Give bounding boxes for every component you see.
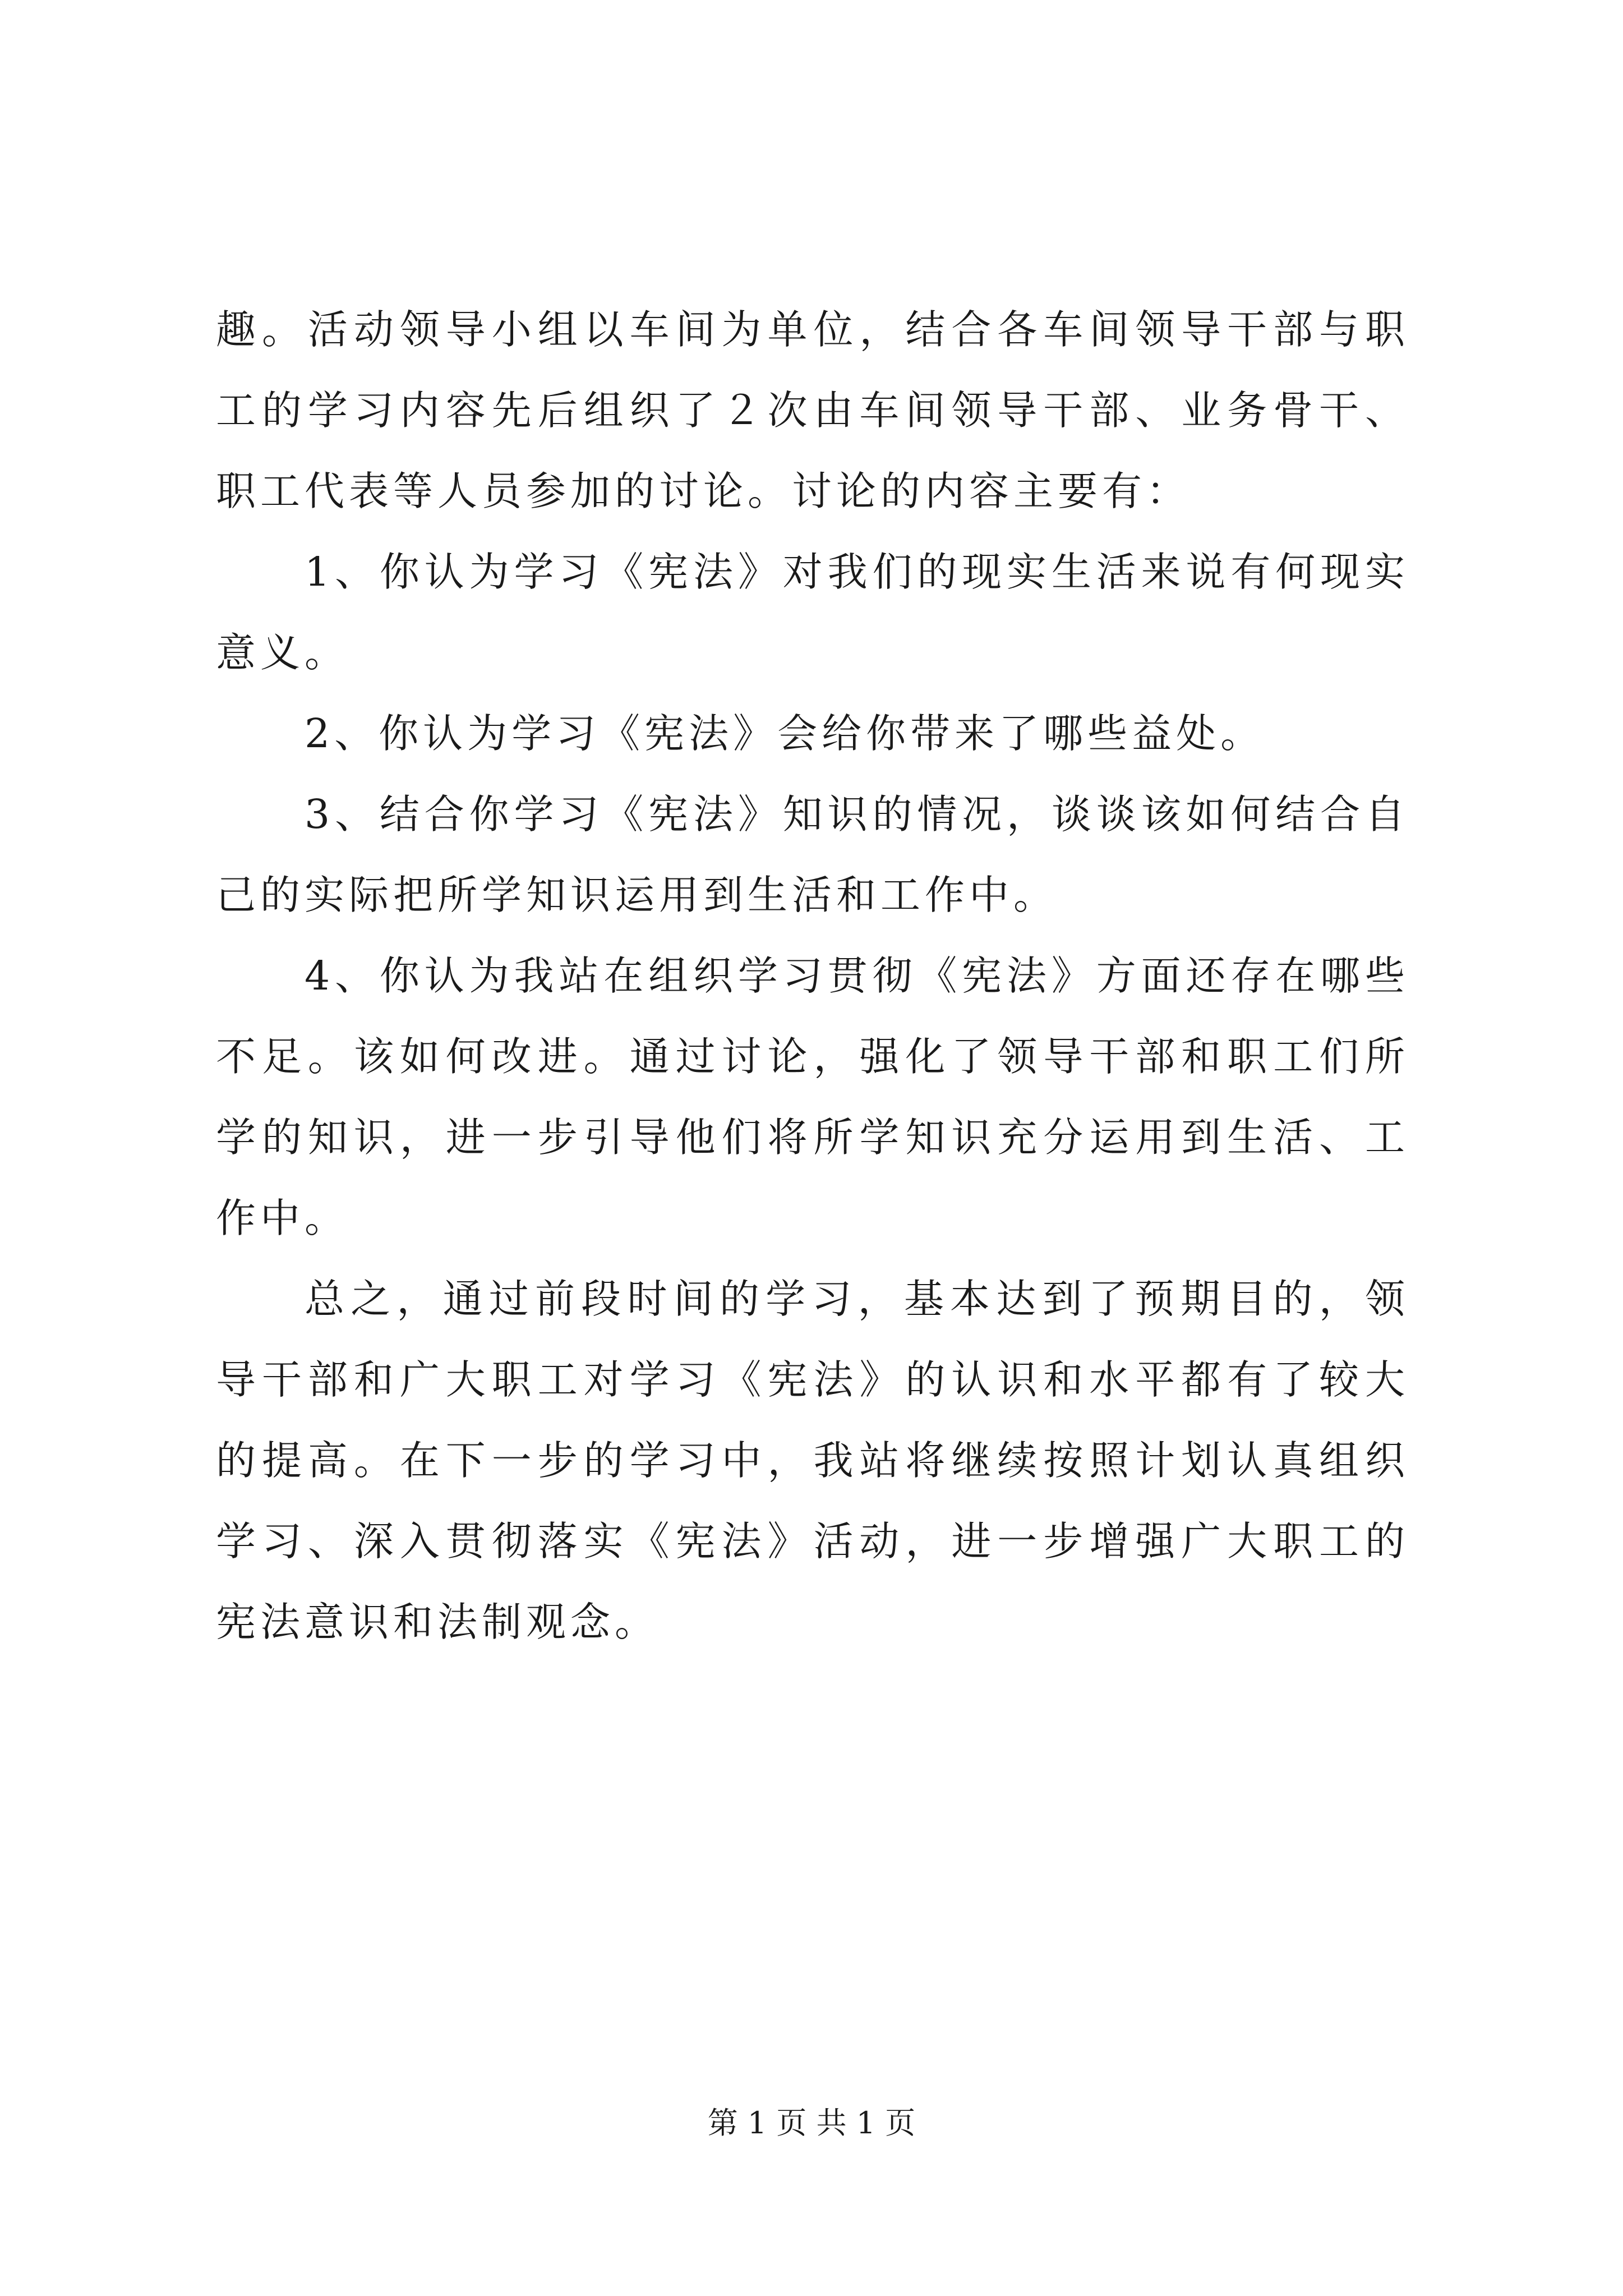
page-number-footer: 第 1 页 共 1 页 [707,2105,916,2141]
paragraph-continuation: 趣。活动领导小组以车间为单位，结合各车间领导干部与职工的学习内容先后组织了２次由车间领导干部、业务骨干、职工代表等人员参加的讨论。讨论的内容主要有： [216,306,1409,514]
paragraph-conclusion: 总之，通过前段时间的学习，基本达到了预期目的，领导干部和广大职工对学习《宪法》的认识和水平都有了较大的提高。在下一步的学习中，我站将继续按照计划认真组织学习、深入贯彻落实《宪法》活动，进一步增强广大职工的宪法意识和法制观念。 [216,1276,1409,1645]
paragraph-item-2: 2、你认为学习《宪法》会给你带来了哪些益处。 [305,710,1265,757]
paragraph-item-4: 4、你认为我站在组织学习贯彻《宪法》方面还存在哪些不足。该如何改进。通过讨论，强化了领导干部和职工们所学的知识，进一步引导他们将所学知识充分运用到生活、工作中。 [216,953,1409,1241]
paragraph-item-1: 1、你认为学习《宪法》对我们的现实生活来说有何现实意义。 [216,549,1409,676]
document-body [216,289,1409,1663]
paragraph-item-3: 3、结合你学习《宪法》知识的情况，谈谈该如何结合自己的实际把所学知识运用到生活和工作中。 [216,791,1409,918]
